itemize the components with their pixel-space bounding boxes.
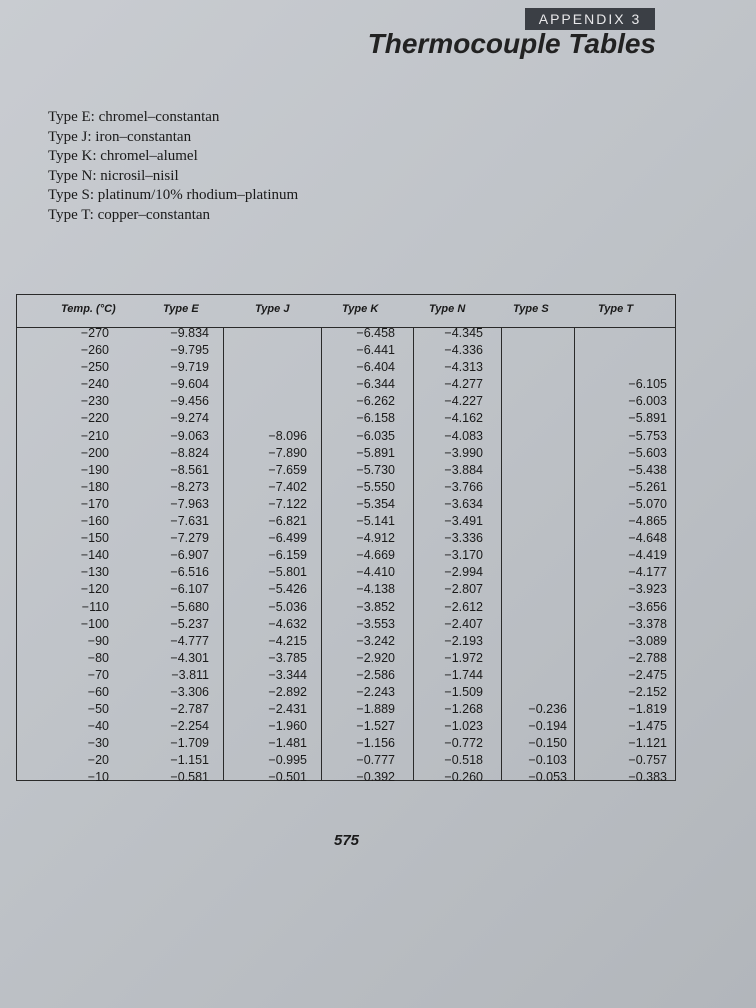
table-cell bbox=[595, 325, 667, 342]
table-cell: −0.392 bbox=[356, 770, 395, 785]
table-cell: −1.121 bbox=[628, 736, 667, 751]
appendix-badge: APPENDIX 3 bbox=[525, 8, 655, 30]
table-cell: −5.237 bbox=[170, 616, 209, 631]
table-cell: −5.680 bbox=[170, 599, 209, 614]
table-cell: −210 bbox=[80, 428, 109, 443]
table-cell: −3.242 bbox=[356, 633, 395, 648]
table-cell: −0.772 bbox=[444, 736, 483, 751]
table-cell: −0.383 bbox=[628, 770, 667, 785]
table-cell: −6.107 bbox=[170, 582, 209, 597]
table-cell: −0.518 bbox=[444, 753, 483, 768]
table-cell: −9.456 bbox=[170, 394, 209, 409]
table-cell: −6.003 bbox=[628, 394, 667, 409]
table-cell bbox=[495, 530, 567, 547]
table-cell: −4.138 bbox=[356, 582, 395, 597]
table-cell: −7.963 bbox=[170, 496, 209, 511]
table-cell: −7.890 bbox=[268, 445, 307, 460]
table-cell: −0.777 bbox=[356, 753, 395, 768]
table-cell: −8.824 bbox=[170, 445, 209, 460]
table-cell: −160 bbox=[80, 514, 109, 529]
table-cell: −2.586 bbox=[356, 667, 395, 682]
table-cell: −7.402 bbox=[268, 479, 307, 494]
header-type-e: Type E bbox=[163, 303, 199, 315]
table-cell: −6.344 bbox=[356, 377, 395, 392]
table-cell bbox=[495, 479, 567, 496]
header-type-k: Type K bbox=[342, 303, 379, 315]
type-e-line: Type E: chromel–constantan bbox=[48, 109, 220, 125]
table-cell bbox=[595, 359, 667, 376]
thermocouple-type-list bbox=[48, 108, 298, 225]
table-cell bbox=[235, 325, 307, 342]
table-cell bbox=[495, 393, 567, 410]
table-cell: −5.036 bbox=[268, 599, 307, 614]
table-cell: −6.158 bbox=[356, 411, 395, 426]
table-cell bbox=[495, 581, 567, 598]
table-cell: −190 bbox=[80, 462, 109, 477]
table-cell: −2.254 bbox=[170, 719, 209, 734]
table-cell: −110 bbox=[81, 599, 109, 614]
table-cell bbox=[495, 342, 567, 359]
table-cell: −220 bbox=[80, 411, 109, 426]
table-cell bbox=[495, 650, 567, 667]
header-type-j: Type J bbox=[255, 303, 290, 315]
table-cell bbox=[235, 359, 307, 376]
table-cell: −0.581 bbox=[170, 770, 209, 785]
header-type-t: Type T bbox=[598, 303, 634, 315]
table-cell: −4.301 bbox=[170, 650, 209, 665]
table-cell: −90 bbox=[87, 633, 109, 648]
table-cell: −3.378 bbox=[628, 616, 667, 631]
table-cell: −4.648 bbox=[628, 531, 667, 546]
table-cell: −9.719 bbox=[170, 360, 209, 375]
table-cell: −200 bbox=[80, 445, 109, 460]
table-cell: −3.491 bbox=[444, 514, 483, 529]
table-cell: −1.744 bbox=[444, 667, 483, 682]
table-cell: −1.509 bbox=[444, 684, 483, 699]
table-cell: −0.260 bbox=[444, 770, 483, 785]
table-cell: −30 bbox=[87, 736, 109, 751]
table-cell: −6.516 bbox=[170, 565, 209, 580]
header-temp: Temp. (°C) bbox=[61, 303, 116, 315]
table-cell: −6.262 bbox=[356, 394, 395, 409]
table-cell: −8.561 bbox=[170, 462, 209, 477]
table-cell: −2.243 bbox=[356, 684, 395, 699]
table-cell bbox=[495, 684, 567, 701]
table-cell: −4.865 bbox=[628, 514, 667, 529]
table-cell: −1.475 bbox=[628, 719, 667, 734]
table-cell: −3.766 bbox=[444, 479, 483, 494]
table-cell: −3.923 bbox=[628, 582, 667, 597]
table-cell: −2.787 bbox=[170, 702, 209, 717]
table-cell: −5.730 bbox=[356, 462, 395, 477]
table-cell: −6.035 bbox=[356, 428, 395, 443]
table-cell: −230 bbox=[80, 394, 109, 409]
table-cell: −1.960 bbox=[268, 719, 307, 734]
table-cell: −3.811 bbox=[171, 667, 209, 682]
type-s-line: Type S: platinum/10% rhodium–platinum bbox=[48, 187, 299, 203]
table-cell bbox=[595, 342, 667, 359]
table-cell: −1.481 bbox=[268, 736, 307, 751]
table-cell: −0.194 bbox=[528, 719, 567, 734]
table-cell: −9.604 bbox=[170, 377, 209, 392]
col-type-t bbox=[595, 325, 667, 787]
table-cell: −4.410 bbox=[356, 565, 395, 580]
table-cell: −5.891 bbox=[356, 445, 395, 460]
column-divider bbox=[574, 327, 575, 780]
table-cell: −250 bbox=[80, 360, 109, 375]
table-cell: −100 bbox=[80, 616, 109, 631]
table-cell: −7.279 bbox=[170, 531, 209, 546]
col-type-k bbox=[323, 325, 395, 787]
table-cell: −5.891 bbox=[628, 411, 667, 426]
table-header-row bbox=[17, 295, 675, 328]
table-cell: −1.023 bbox=[444, 719, 483, 734]
table-cell: −1.156 bbox=[356, 736, 395, 751]
type-t-line: Type T: copper–constantan bbox=[48, 206, 211, 223]
table-cell: −70 bbox=[87, 667, 109, 682]
table-cell: −130 bbox=[80, 565, 109, 580]
table-cell: −3.089 bbox=[628, 633, 667, 648]
table-cell: −3.306 bbox=[170, 684, 209, 699]
table-cell: −5.354 bbox=[356, 496, 395, 511]
table-cell: −6.821 bbox=[268, 514, 307, 529]
table-cell: −3.336 bbox=[444, 531, 483, 546]
table-cell: −140 bbox=[80, 548, 109, 563]
table-cell: −7.631 bbox=[170, 514, 209, 529]
table-cell: −2.193 bbox=[444, 633, 483, 648]
table-cell: −1.268 bbox=[444, 702, 483, 717]
table-cell: −2.407 bbox=[444, 616, 483, 631]
table-cell: −4.336 bbox=[444, 343, 483, 358]
table-cell: −3.553 bbox=[356, 616, 395, 631]
table-cell: −0.150 bbox=[528, 736, 567, 751]
table-cell: −0.103 bbox=[528, 753, 567, 768]
table-cell: −240 bbox=[80, 377, 109, 392]
table-cell: −6.907 bbox=[170, 548, 209, 563]
table-cell bbox=[235, 376, 307, 393]
table-cell bbox=[495, 564, 567, 581]
table-cell: −2.920 bbox=[356, 650, 395, 665]
table-cell: −4.313 bbox=[444, 360, 483, 375]
table-cell: −0.995 bbox=[268, 753, 307, 768]
table-cell: −0.501 bbox=[268, 770, 307, 785]
table-cell bbox=[495, 462, 567, 479]
table-cell: −260 bbox=[80, 343, 109, 358]
table-cell: −5.801 bbox=[268, 565, 307, 580]
table-cell: −120 bbox=[80, 582, 109, 597]
table-cell: −80 bbox=[87, 650, 109, 665]
table-cell bbox=[495, 616, 567, 633]
header-type-n: Type N bbox=[429, 303, 466, 315]
table-cell: −4.777 bbox=[170, 633, 209, 648]
table-cell: −1.709 bbox=[170, 736, 209, 751]
table-cell: −10 bbox=[87, 770, 109, 785]
column-divider bbox=[321, 327, 322, 780]
col-type-e bbox=[137, 325, 209, 787]
table-cell: −6.159 bbox=[268, 548, 307, 563]
table-cell bbox=[235, 410, 307, 427]
table-cell: −6.105 bbox=[628, 377, 667, 392]
table-cell bbox=[495, 428, 567, 445]
table-cell: −3.656 bbox=[628, 599, 667, 614]
table-cell: −0.236 bbox=[528, 702, 567, 717]
col-type-s bbox=[495, 325, 567, 787]
type-k-line: Type K: chromel–alumel bbox=[48, 148, 198, 164]
table-cell: −5.070 bbox=[628, 496, 667, 511]
table-cell: −7.659 bbox=[268, 462, 307, 477]
table-cell bbox=[495, 410, 567, 427]
table-cell: −2.475 bbox=[628, 667, 667, 682]
table-cell bbox=[495, 599, 567, 616]
table-cell: −4.162 bbox=[444, 411, 483, 426]
table-cell: −5.753 bbox=[628, 428, 667, 443]
table-cell: −6.499 bbox=[268, 531, 307, 546]
table-cell bbox=[235, 393, 307, 410]
table-cell: −5.261 bbox=[628, 479, 667, 494]
col-type-n bbox=[411, 325, 483, 787]
table-cell: −6.404 bbox=[356, 360, 395, 375]
table-cell: −5.141 bbox=[356, 514, 395, 529]
table-cell: −60 bbox=[87, 684, 109, 699]
table-cell: −150 bbox=[80, 531, 109, 546]
table-cell: −9.063 bbox=[170, 428, 209, 443]
table-cell: −2.612 bbox=[444, 599, 483, 614]
type-j-line: Type J: iron–constantan bbox=[48, 128, 192, 145]
table-cell: −7.122 bbox=[268, 496, 307, 511]
table-cell: −4.669 bbox=[356, 548, 395, 563]
table-cell: −3.170 bbox=[444, 548, 483, 563]
table-cell: −4.345 bbox=[444, 326, 483, 340]
page-number: 575 bbox=[334, 832, 360, 849]
table-cell: −2.788 bbox=[628, 650, 667, 665]
table-cell: −1.527 bbox=[356, 719, 395, 734]
table-cell: −4.419 bbox=[628, 548, 667, 563]
table-cell: −1.151 bbox=[170, 753, 209, 768]
table-cell: −2.994 bbox=[444, 565, 483, 580]
table-cell: −1.972 bbox=[444, 650, 483, 665]
table-cell: −5.603 bbox=[628, 445, 667, 460]
table-cell bbox=[495, 496, 567, 513]
table-cell: −6.441 bbox=[356, 343, 395, 358]
table-cell: −9.274 bbox=[170, 411, 209, 426]
table-cell: −1.819 bbox=[628, 702, 667, 717]
table-cell: −3.785 bbox=[268, 650, 307, 665]
column-divider bbox=[223, 327, 224, 780]
table-cell: −4.277 bbox=[444, 377, 483, 392]
table-cell bbox=[235, 342, 307, 359]
table-cell: −4.083 bbox=[444, 428, 483, 443]
table-cell: −20 bbox=[87, 753, 109, 768]
table-cell: −5.426 bbox=[268, 582, 307, 597]
table-cell bbox=[495, 325, 567, 342]
table-cell bbox=[495, 547, 567, 564]
table-cell: −9.795 bbox=[170, 343, 209, 358]
table-cell bbox=[495, 633, 567, 650]
table-cell: −1.889 bbox=[356, 702, 395, 717]
table-cell: −4.177 bbox=[628, 565, 667, 580]
table-cell: −8.096 bbox=[268, 428, 307, 443]
table-cell bbox=[495, 376, 567, 393]
page-title: Thermocouple Tables bbox=[367, 28, 656, 59]
table-cell: −4.912 bbox=[356, 531, 395, 546]
table-cell: −40 bbox=[87, 719, 109, 734]
table-cell: −2.892 bbox=[268, 684, 307, 699]
table-cell: −4.215 bbox=[268, 633, 307, 648]
table-cell bbox=[495, 445, 567, 462]
thermocouple-table bbox=[16, 294, 676, 785]
table-cell: −4.227 bbox=[444, 394, 483, 409]
table-cell: −3.884 bbox=[444, 462, 483, 477]
table-cell: −8.273 bbox=[170, 479, 209, 494]
table-cell: −2.807 bbox=[444, 582, 483, 597]
table-cell: −170 bbox=[80, 496, 109, 511]
table-cell: −2.431 bbox=[268, 702, 307, 717]
table-cell bbox=[495, 667, 567, 684]
table-cell: −9.834 bbox=[170, 326, 209, 340]
col-temp bbox=[37, 325, 109, 787]
table-cell: −6.458 bbox=[356, 326, 395, 340]
table-cell: −5.550 bbox=[356, 479, 395, 494]
table-cell: −2.152 bbox=[628, 684, 667, 699]
table-cell: −50 bbox=[87, 702, 109, 717]
col-type-j bbox=[235, 325, 307, 787]
table-cell: −3.344 bbox=[268, 667, 307, 682]
table-cell: −180 bbox=[80, 479, 109, 494]
type-n-line: Type N: nicrosil–nisil bbox=[48, 167, 179, 184]
table-cell bbox=[495, 513, 567, 530]
table-cell: −3.990 bbox=[444, 445, 483, 460]
table-cell: −4.632 bbox=[268, 616, 307, 631]
table-cell: −3.634 bbox=[444, 496, 483, 511]
table-cell: −0.757 bbox=[628, 753, 667, 768]
table-cell: −3.852 bbox=[356, 599, 395, 614]
table-cell: −5.438 bbox=[628, 462, 667, 477]
table-cell bbox=[495, 359, 567, 376]
table-cell: −270 bbox=[80, 326, 109, 340]
header-type-s: Type S bbox=[513, 303, 549, 315]
table-cell: −0.053 bbox=[528, 770, 567, 785]
